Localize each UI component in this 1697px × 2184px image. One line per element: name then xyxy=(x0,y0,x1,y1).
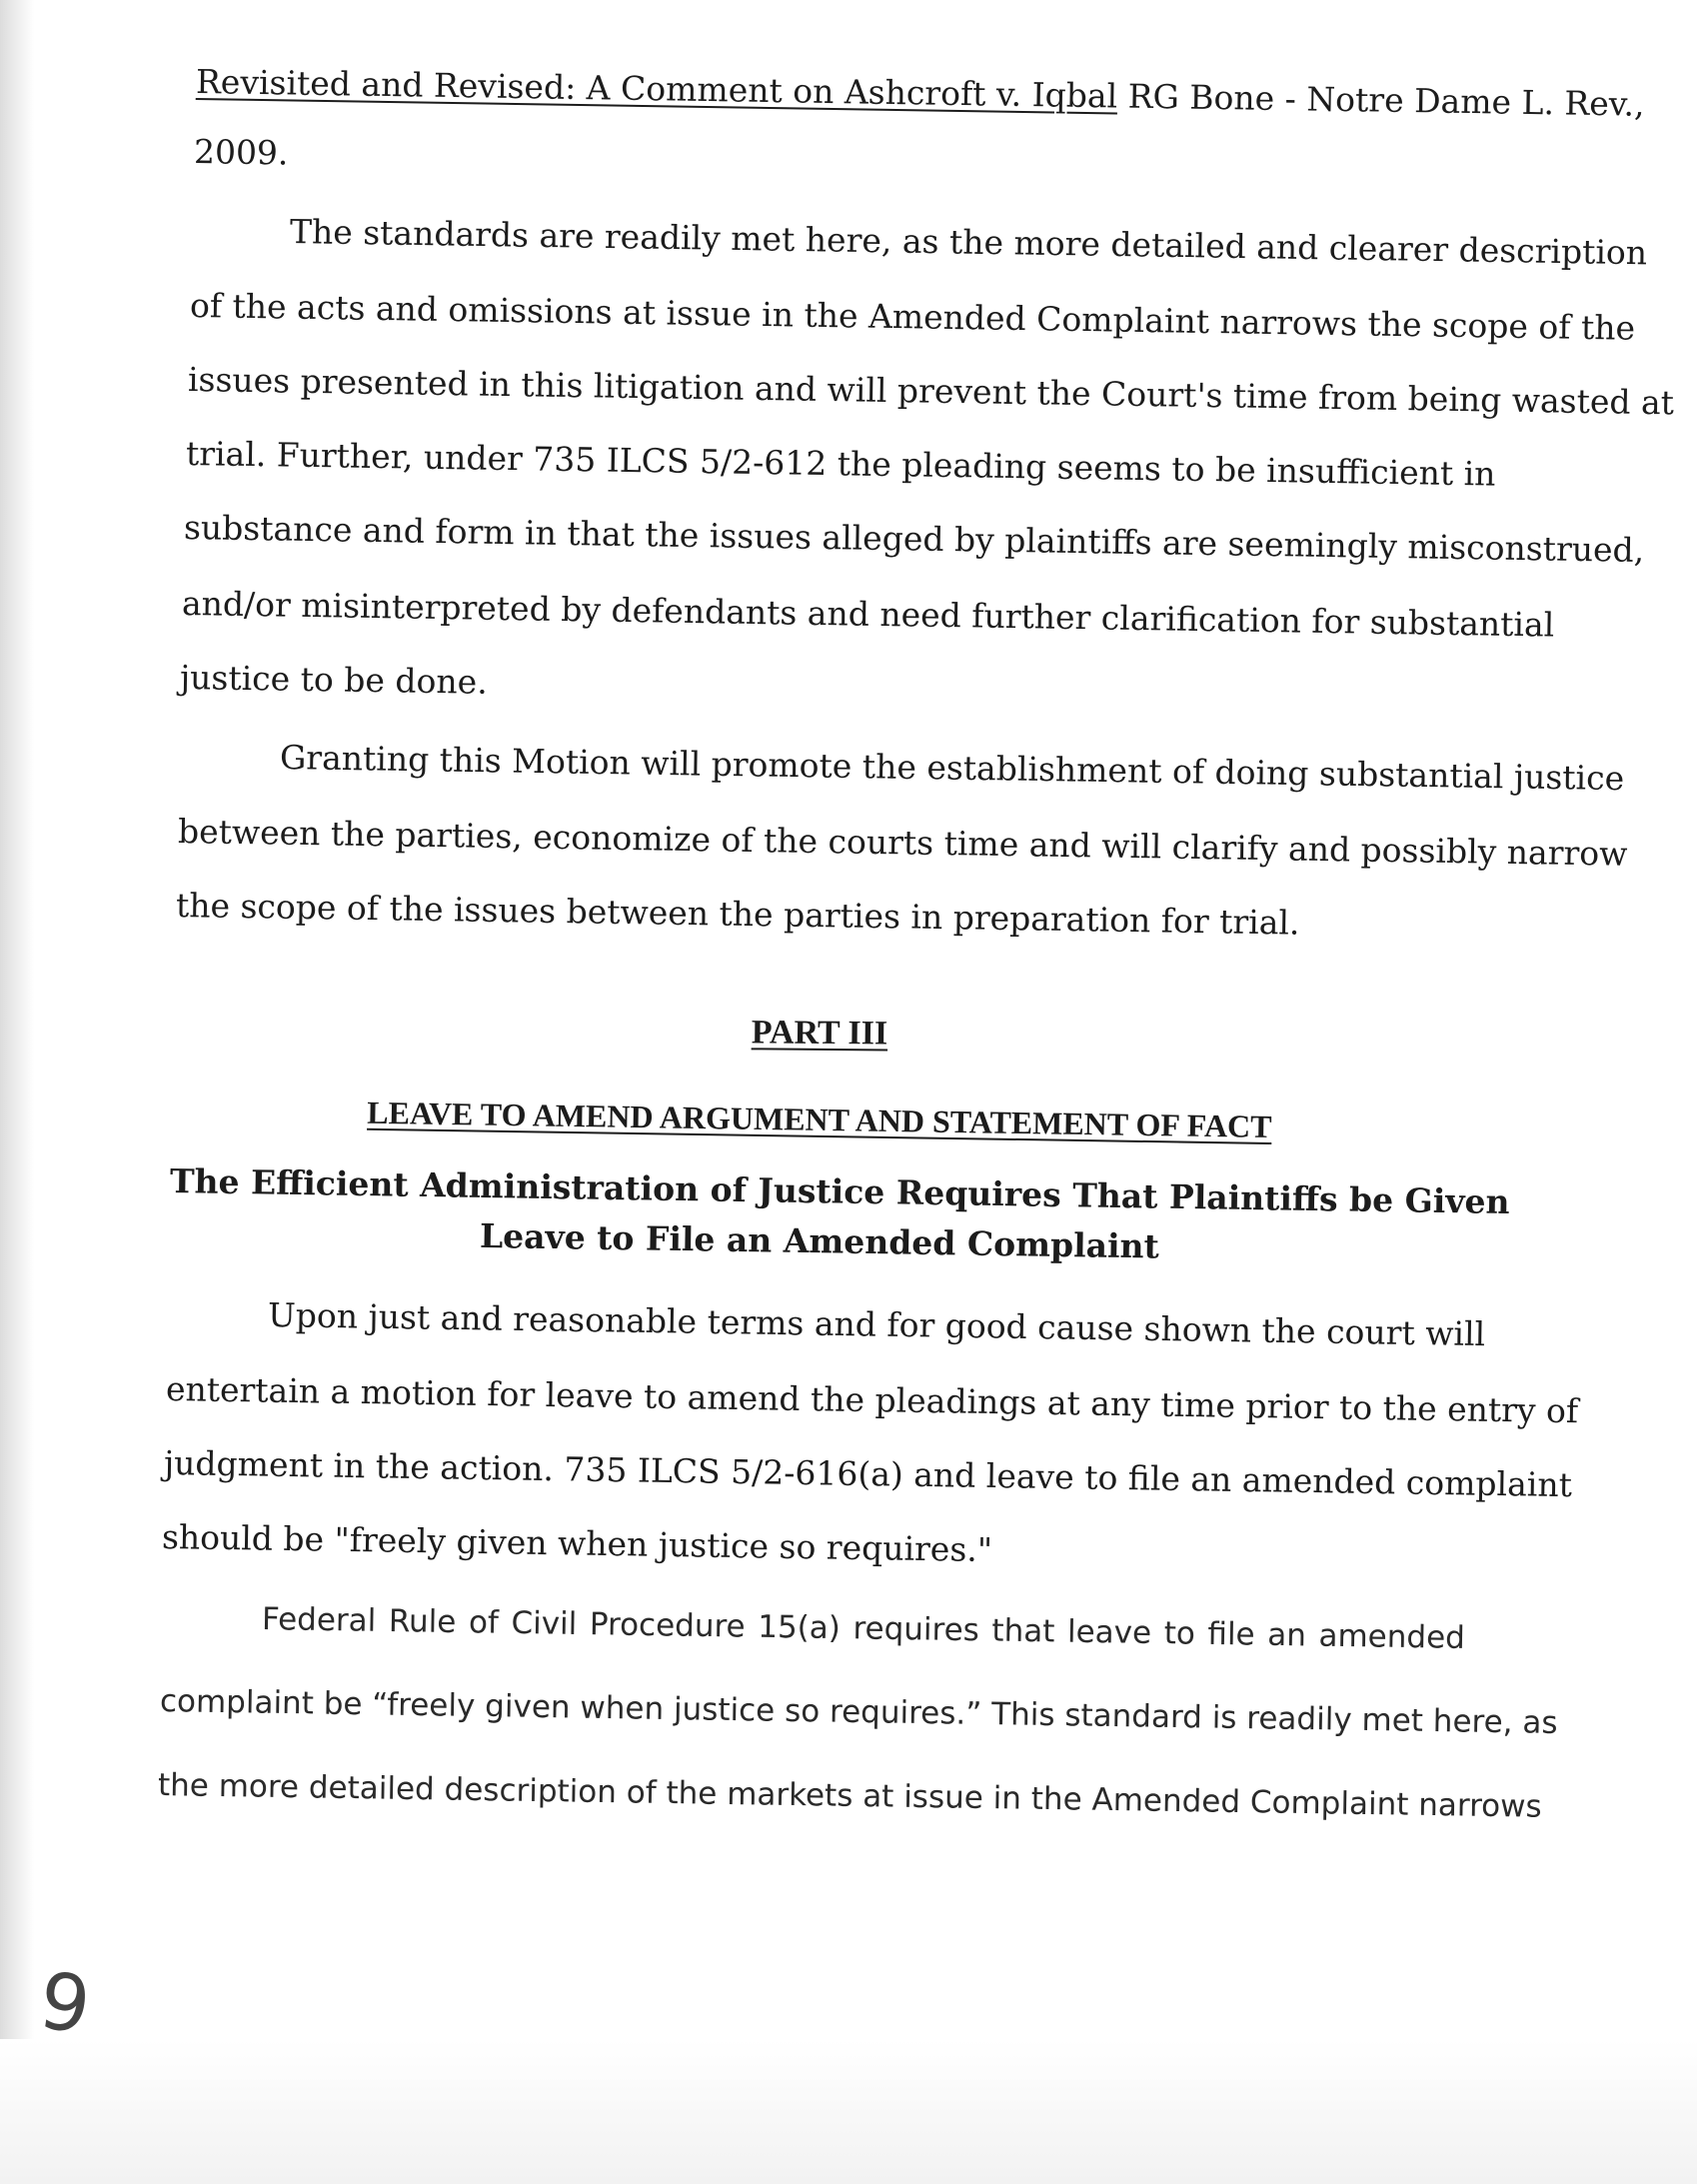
sub-heading: The Efficient Administration of Justice Requires That Plaintiffs be Given xyxy=(169,1161,1510,1222)
paragraph-line: of the acts and omissions at issue in the Amended Complaint narrows the scope of the xyxy=(189,286,1636,348)
paragraph-line: should be "freely given when justice so requires." xyxy=(161,1517,993,1570)
handwritten-page-number: 9 xyxy=(33,1955,96,2053)
paragraph-line: the more detailed description of the markets at issue in the Amended Complaint narrows xyxy=(157,1767,1542,1825)
paragraph-line: justice to be done. xyxy=(179,658,489,702)
citation-line xyxy=(195,62,1645,124)
scan-bottom-shadow xyxy=(0,2039,1697,2184)
citation-title-link[interactable]: Revisited and Revised: A Comment on Ashcroft v. Iqbal xyxy=(195,62,1118,116)
paragraph-line: judgment in the action. 735 ILCS 5/2-616(a) and leave to file an amended complaint xyxy=(163,1443,1573,1505)
paragraph-line: substance and form in that the issues alleged by plaintiffs are seemingly misconstrued, xyxy=(183,508,1645,570)
paragraph-line: The standards are readily met here, as the more detailed and clearer description xyxy=(289,212,1648,273)
sub-heading: Leave to File an Amended Complaint xyxy=(479,1215,1160,1266)
paragraph-line: entertain a motion for leave to amend the pleadings at any time prior to the entry of xyxy=(165,1369,1579,1431)
paragraph-line: between the parties, economize of the courts time and will clarify and possibly narrow xyxy=(177,812,1628,874)
scan-edge-shadow xyxy=(0,0,34,2184)
paragraph-line: and/or misinterpreted by defendants and need further clarification for substantial xyxy=(181,584,1555,645)
section-heading: LEAVE TO AMEND ARGUMENT AND STATEMENT OF FACT xyxy=(367,1093,1272,1144)
paragraph-line: Upon just and reasonable terms and for good cause shown the court will xyxy=(267,1295,1486,1354)
citation-year: 2009. xyxy=(193,132,289,173)
paragraph-line: Granting this Motion will promote the establishment of doing substantial justice xyxy=(279,738,1625,799)
part-heading: PART III xyxy=(751,1014,888,1053)
paragraph-line: Federal Rule of Civil Procedure 15(a) requires that leave to file an amended xyxy=(261,1601,1466,1656)
citation-rest: RG Bone - Notre Dame L. Rev., xyxy=(1116,76,1645,124)
paragraph-line: issues presented in this litigation and will prevent the Court's time from being wasted at xyxy=(187,360,1675,423)
paragraph-line: trial. Further, under 735 ILCS 5/2-612 the pleading seems to be insufficient in xyxy=(185,434,1496,494)
paragraph-line: complaint be “freely given when justice so requires.” This standard is readily met here, as xyxy=(159,1683,1558,1741)
paragraph-line: the scope of the issues between the parties in preparation for trial. xyxy=(175,886,1300,943)
